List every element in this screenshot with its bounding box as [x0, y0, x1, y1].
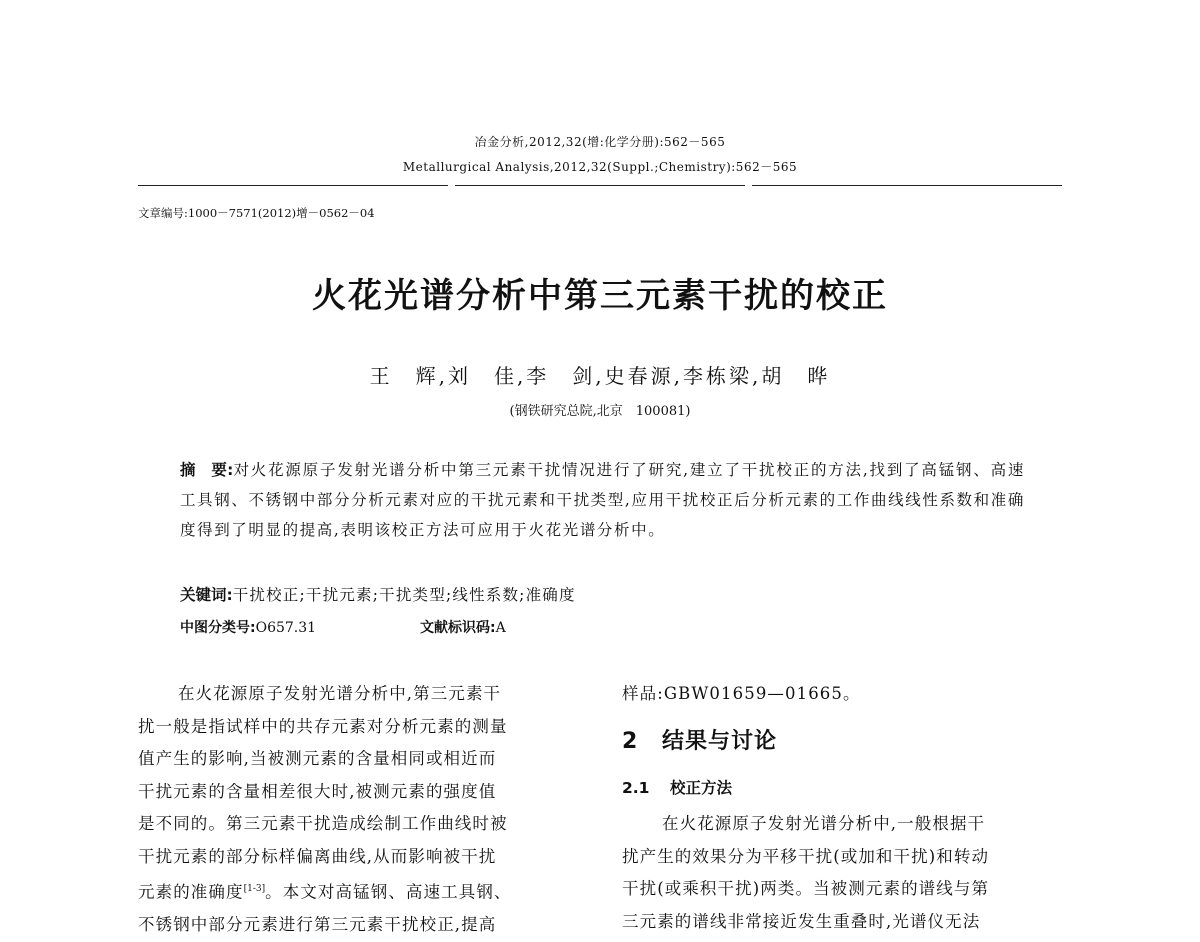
subsection-heading: [622, 776, 732, 798]
section-heading: [622, 724, 777, 755]
body-line: 干扰(或乘积干扰)两类。当被测元素的谱线与第: [622, 879, 990, 898]
body-line: 三元素的谱线非常接近发生重叠时,光谱仪无法: [622, 911, 981, 931]
section-number: 2: [622, 729, 639, 754]
body-line: 值产生的影响,当被测元素的含量相同或相近而: [138, 749, 497, 768]
body-line: 扰一般是指试样中的共存元素对分析元素的测量: [138, 716, 508, 736]
header-rule-right: [752, 185, 1062, 186]
sample-line: 样品:GBW01659—01665。: [622, 684, 861, 703]
header-rule-left: [138, 185, 448, 186]
abstract: [180, 455, 1025, 545]
body-line: 元素的准确度[1-3]。本文对高锰钢、高速工具钢、: [138, 882, 512, 902]
clc-label: 中图分类号:: [180, 620, 256, 636]
abstract-label: 摘 要:: [180, 461, 234, 479]
abstract-text: 对火花源原子发射光谱分析中第三元素干扰情况进行了研究,建立了干扰校正的方法,找到了高锰钢、高速工具钢、不锈钢中部分分析元素对应的干扰元素和干扰类型,应用干扰校正后分析元素的工作曲线线性系数和准确度得到了明显的提高,表明该校正方法可应用于火花光谱分析中。: [180, 461, 1026, 539]
keywords: [180, 583, 576, 605]
section-title: 结果与讨论: [662, 729, 778, 754]
citation-ref: [1-3]: [243, 884, 266, 894]
body-right-column: [622, 808, 1062, 938]
keywords-label: 关键词:: [180, 586, 233, 604]
clc-value: O657.31: [255, 620, 317, 636]
affiliation: (钢铁研究总院,北京 100081): [509, 404, 691, 419]
subsection-number: 2.1: [622, 779, 650, 797]
keywords-text: 干扰校正;干扰元素;干扰类型;线性系数;准确度: [232, 586, 576, 604]
classification-line: [180, 617, 780, 637]
header-rule-middle: [455, 185, 745, 186]
body-line: 是不同的。第三元素干扰造成绘制工作曲线时被: [138, 814, 508, 833]
doc-code-value: A: [495, 620, 506, 636]
author-list: 王 辉,刘 佳,李 剑,史春源,李栋梁,胡 晔: [369, 364, 831, 388]
doc-code-label: 文献标识码:: [420, 620, 496, 636]
journal-citation-cn: 冶金分析,2012,32(增:化学分册):562－565: [474, 135, 726, 149]
body-line: 干扰元素的部分标样偏离曲线,从而影响被干扰: [138, 846, 497, 866]
body-line: 在火花源原子发射光谱分析中,一般根据干: [662, 814, 986, 833]
body-line: 不锈钢中部分元素进行第三元素干扰校正,提高: [138, 915, 497, 934]
document-code: [420, 617, 506, 637]
paper-title: 火花光谱分析中第三元素干扰的校正: [312, 276, 888, 316]
body-left-column: [138, 678, 583, 942]
body-line: 干扰元素的含量相差很大时,被测元素的强度值: [138, 781, 497, 801]
subsection-title: 校正方法: [670, 779, 733, 797]
body-line: 在火花源原子发射光谱分析中,第三元素干: [178, 684, 502, 703]
journal-citation-en: Metallurgical Analysis,2012,32(Suppl.;Chemistry):562－565: [402, 160, 798, 174]
body-line: 扰产生的效果分为平移干扰(或加和干扰)和转动: [622, 846, 990, 866]
article-number: 文章编号:1000－7571(2012)增－0562－04: [138, 206, 375, 220]
